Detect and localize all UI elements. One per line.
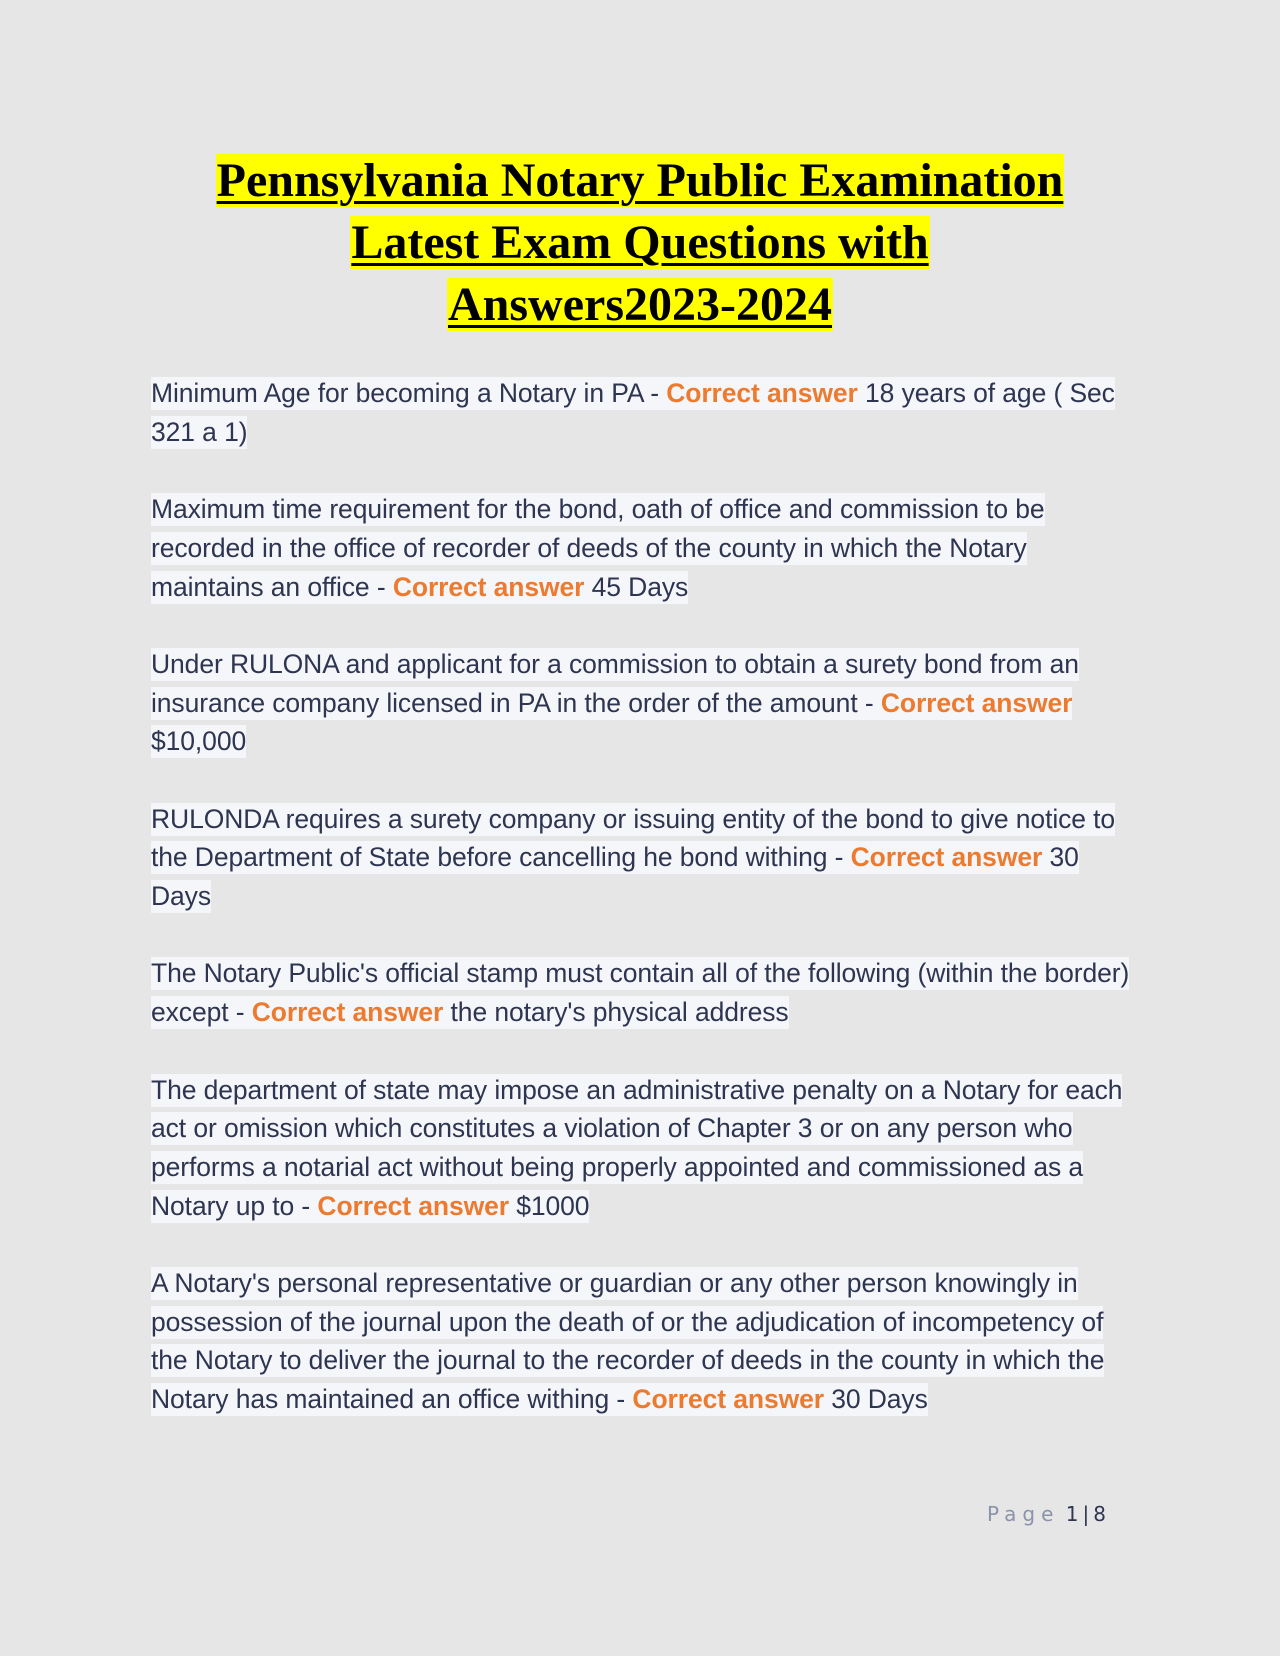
answer-label: Correct answer xyxy=(392,571,585,602)
answer-label: Correct answer xyxy=(850,842,1043,873)
document-title xyxy=(140,150,1140,336)
qa-list xyxy=(151,374,1131,1458)
qa-item xyxy=(151,374,1131,451)
answer-text: the notary's physical address xyxy=(443,997,789,1028)
question-text: Minimum Age for becoming a Notary in PA - xyxy=(151,378,667,408)
answer-text: 45 Days xyxy=(584,571,689,602)
question-text: Maximum time requirement for the bond, oath of office and commission to be recorded in the office of recorder of deeds of the county in which the Notary maintains an office - xyxy=(151,494,1045,602)
answer-label: Correct answer xyxy=(632,1384,824,1415)
answer-text: 18 years of age ( Sec 321 a 1) xyxy=(151,378,1115,447)
total-pages: 8 xyxy=(1093,1502,1106,1526)
qa-item xyxy=(151,1071,1131,1226)
question-text: Under RULONA and applicant for a commission to obtain a surety bond from an insurance company licensed in PA in the order of the amount - xyxy=(151,648,1079,718)
answer-text: $10,000 xyxy=(151,726,247,757)
page-label: Page xyxy=(987,1502,1060,1526)
answer-label: Correct answer xyxy=(880,687,1073,718)
title-line-1: Pennsylvania Notary Public Examination xyxy=(216,154,1064,207)
question-text: A Notary's personal representative or guardian or any other person knowingly in possession of the journal upon the death of or the adjudication of incompetency of the Notary to deliver the journal to the recorder of deeds in the county in which the Notary has maintained an office withing - xyxy=(151,1268,1105,1415)
answer-text: 30 Days xyxy=(151,842,1079,912)
answer-label: Correct answer xyxy=(317,1190,509,1221)
question-text: The Notary Public's official stamp must contain all of the following (within the border) except - xyxy=(151,958,1130,1028)
qa-item xyxy=(151,490,1131,606)
question-text: The department of state may impose an administrative penalty on a Notary for each act or omission which constitutes a violation of Chapter 3 or on any person who performs a notarial act without being properly appointed and commissioned as a Notary up to - xyxy=(151,1074,1123,1221)
qa-item xyxy=(151,1264,1131,1419)
qa-item xyxy=(151,645,1131,761)
answer-text: $1000 xyxy=(508,1190,590,1221)
title-line-2: Latest Exam Questions with xyxy=(351,216,929,269)
answer-label: Correct answer xyxy=(666,378,858,408)
title-line-3: Answers2023-2024 xyxy=(448,278,832,331)
answer-label: Correct answer xyxy=(251,997,444,1028)
question-text: RULONDA requires a surety company or issuing entity of the bond to give notice to the Department of State before cancelling he bond withing - xyxy=(151,803,1116,873)
qa-item xyxy=(151,954,1131,1031)
current-page-number: 1 xyxy=(1065,1502,1079,1526)
page-separator: | xyxy=(1082,1502,1090,1526)
answer-text: 30 Days xyxy=(823,1384,928,1415)
qa-item xyxy=(151,800,1131,916)
page-footer xyxy=(940,1502,1106,1526)
